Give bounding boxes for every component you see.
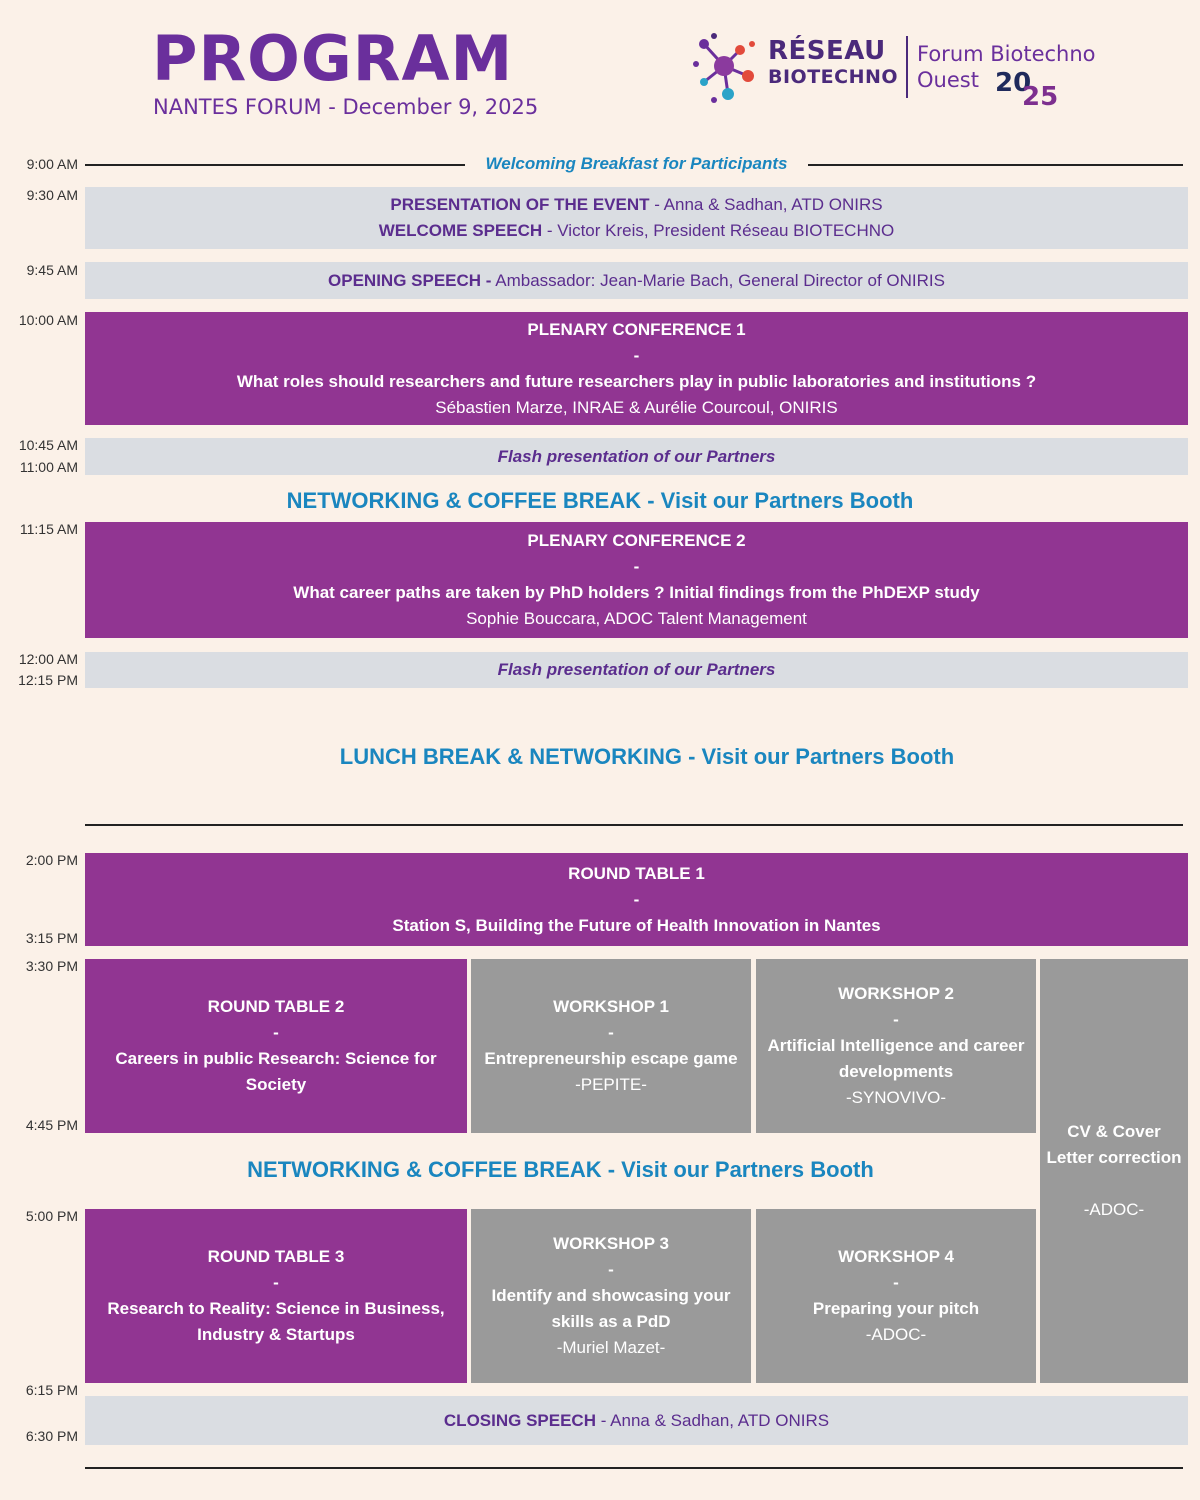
plenary-1-dash: - [633, 345, 640, 365]
time-label: 11:15 AM [19, 521, 78, 537]
molecule-logo-icon [690, 30, 760, 106]
page-subtitle: NANTES FORUM - December 9, 2025 [153, 95, 539, 119]
page-title: PROGRAM [152, 22, 514, 95]
round-table-1-subject: Station S, Building the Future of Health Innovation in Nantes [392, 915, 881, 935]
time-label: 2:00 PM [25, 852, 78, 868]
flash-2-label: Flash presentation of our Partners [497, 660, 776, 679]
time-label: 5:00 PM [25, 1208, 78, 1224]
round-table-2-subject-line1: Careers in public Research: Science for [115, 1049, 437, 1068]
workshop-1-org: -PEPITE- [575, 1075, 647, 1094]
flash-presentation-1 [85, 438, 1188, 475]
divider-line [85, 824, 1183, 826]
time-label: 6:30 PM [25, 1428, 78, 1444]
workshop-1 [471, 959, 751, 1133]
networking-2-tail: - Visit our Partners Booth [601, 1157, 874, 1182]
logo-reseau-text: RÉSEAU [768, 36, 886, 66]
time-label: 3:15 PM [25, 930, 78, 946]
time-label: 10:00 AM [18, 312, 78, 328]
opening-speech-speaker: Ambassador: Jean-Marie Bach, General Director of ONIRIS [491, 270, 945, 290]
logo-year-part2: 25 [1022, 82, 1059, 112]
closing-speech-speaker: - Anna & Sadhan, ATD ONIRS [596, 1410, 830, 1430]
round-table-3-title: ROUND TABLE 3 [207, 1247, 345, 1266]
workshop-1-title: WORKSHOP 1 [553, 997, 669, 1016]
workshop-3-dash: - [608, 1260, 614, 1279]
round-table-3-subject-line2: Industry & Startups [197, 1325, 355, 1344]
workshop-3 [471, 1209, 751, 1383]
cv-org: -ADOC- [1083, 1200, 1145, 1219]
workshop-4 [756, 1209, 1036, 1383]
networking-2-head: NETWORKING & COFFEE BREAK [247, 1157, 602, 1182]
divider-line [85, 1467, 1183, 1469]
round-table-3 [85, 1209, 467, 1383]
workshop-4-title: WORKSHOP 4 [838, 1247, 954, 1266]
workshop-3-subject-line1: Identify and showcasing your [491, 1286, 731, 1305]
round-table-2-title: ROUND TABLE 2 [207, 997, 345, 1016]
networking-1-tail: - Visit our Partners Booth [641, 488, 914, 513]
presentation-speaker: - Anna & Sadhan, ATD ONIRS [649, 195, 883, 214]
logo-divider [906, 36, 908, 98]
time-label: 9:30 AM [26, 187, 78, 203]
round-table-1-title: ROUND TABLE 1 [568, 863, 705, 883]
logo-biotechno-text: BIOTECHNO [768, 66, 899, 88]
logo-forum-line1: Forum Biotechno [917, 42, 1096, 66]
lunch-head: LUNCH BREAK & NETWORKING [339, 744, 682, 769]
workshop-2 [756, 959, 1036, 1133]
welcome-speech-title: WELCOME SPEECH [378, 221, 543, 240]
presentation-block [85, 187, 1188, 249]
workshop-4-dash: - [893, 1273, 899, 1292]
workshop-2-dash: - [893, 1010, 899, 1029]
networking-break-1 [0, 488, 1200, 514]
workshop-2-subject-line1: Artificial Intelligence and career [767, 1036, 1025, 1055]
workshop-3-title: WORKSHOP 3 [553, 1234, 669, 1253]
round-table-2-dash: - [273, 1023, 279, 1042]
workshop-4-org: -ADOC- [865, 1325, 927, 1344]
closing-speech-block [85, 1396, 1188, 1445]
welcome-speech-speaker: - Victor Kreis, President Réseau BIOTECHNO [542, 221, 895, 240]
welcome-breakfast: Welcoming Breakfast for Participants [485, 154, 788, 173]
time-label: 6:15 PM [25, 1382, 78, 1398]
workshop-1-subject: Entrepreneurship escape game [484, 1049, 738, 1068]
workshop-1-dash: - [608, 1023, 614, 1042]
plenary-2-dash: - [633, 557, 640, 576]
lunch-tail: - Visit our Partners Booth [682, 744, 955, 769]
opening-speech-block [85, 262, 1188, 299]
plenary-1-question: What roles should researchers and future researchers play in public laboratories and institutions ? [236, 371, 1037, 391]
round-table-3-dash: - [273, 1273, 279, 1292]
workshop-2-org: -SYNOVIVO- [845, 1088, 947, 1107]
time-label: 12:00 AM [18, 651, 78, 667]
closing-speech-title: CLOSING SPEECH [443, 1410, 596, 1430]
round-table-2-subject-line2: Society [245, 1075, 307, 1094]
plenary-2-speakers: Sophie Bouccara, ADOC Talent Management [466, 609, 807, 628]
time-label: 9:45 AM [26, 262, 78, 278]
plenary-conference-1 [85, 312, 1188, 425]
plenary-1-title: PLENARY CONFERENCE 1 [527, 319, 746, 339]
time-label: 9:00 AM [26, 156, 78, 172]
time-label: 10:45 AM [18, 437, 78, 453]
cv-line1: CV & Cover [1067, 1122, 1161, 1141]
plenary-conference-2 [85, 522, 1188, 638]
divider-line [85, 164, 465, 166]
plenary-2-title: PLENARY CONFERENCE 2 [527, 531, 746, 550]
time-label: 3:30 PM [25, 958, 78, 974]
workshop-3-org: -Muriel Mazet- [556, 1338, 666, 1357]
cv-correction-block [1040, 959, 1188, 1383]
workshop-3-subject-line2: skills as a PdD [551, 1312, 671, 1331]
round-table-1 [85, 853, 1188, 946]
opening-speech-title: OPENING SPEECH - [328, 270, 492, 290]
divider-line [808, 164, 1183, 166]
cv-line2: Letter correction [1046, 1148, 1182, 1167]
time-label: 4:45 PM [25, 1117, 78, 1133]
plenary-1-speakers: Sébastien Marze, INRAE & Aurélie Courcoul, ONIRIS [435, 397, 838, 417]
plenary-2-question: What career paths are taken by PhD holders ? Initial findings from the PhDEXP study [293, 583, 980, 602]
workshop-4-subject: Preparing your pitch [812, 1299, 980, 1318]
workshop-2-title: WORKSHOP 2 [838, 984, 954, 1003]
round-table-3-subject-line1: Research to Reality: Science in Business, [107, 1299, 445, 1318]
time-label: 12:15 PM [18, 672, 78, 688]
lunch-break [47, 744, 1200, 770]
logo-year-part1: 20 [995, 68, 1032, 98]
presentation-title: PRESENTATION OF THE EVENT [390, 195, 650, 214]
flash-presentation-2 [85, 652, 1188, 688]
networking-1-head: NETWORKING & COFFEE BREAK [286, 488, 642, 513]
round-table-1-dash: - [633, 889, 640, 909]
logo-forum-line2: Ouest [917, 68, 979, 92]
workshop-2-subject-line2: developments [838, 1062, 954, 1081]
round-table-2 [85, 959, 467, 1133]
flash-1-label: Flash presentation of our Partners [497, 446, 776, 466]
time-label: 11:00 AM [19, 459, 78, 475]
networking-break-2 [85, 1157, 1036, 1183]
